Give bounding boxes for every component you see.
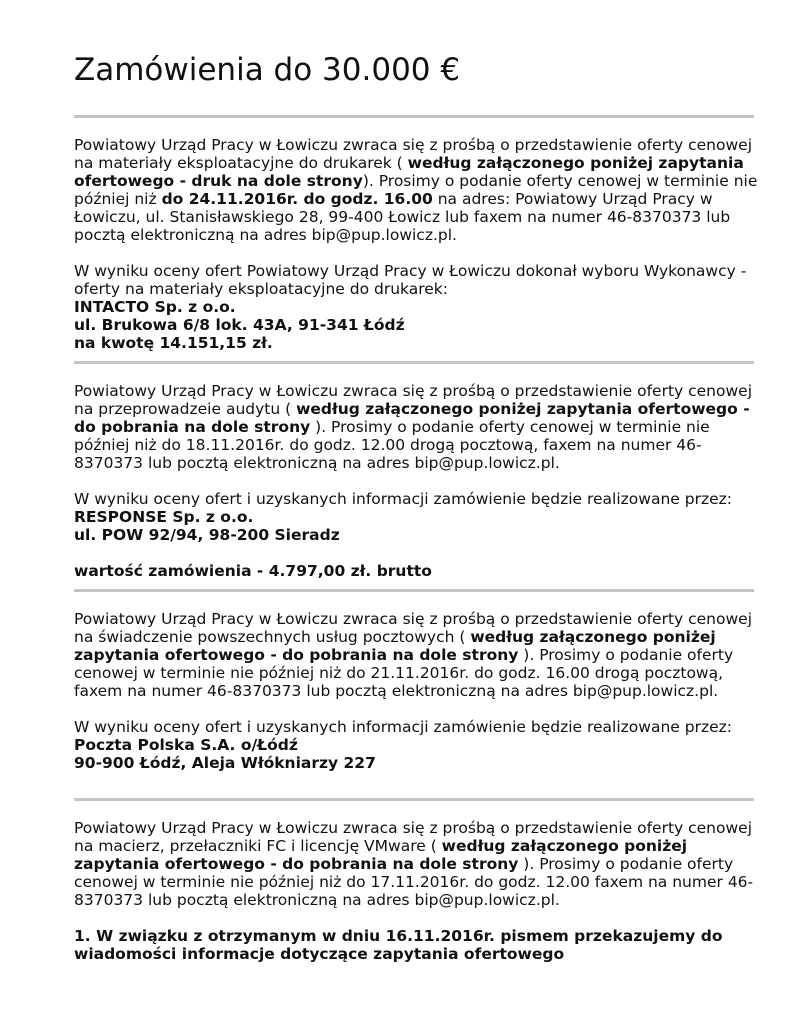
winner-name: RESPONSE Sp. z o.o.: [74, 508, 254, 526]
winner-amount: na kwotę 14.151,15 zł.: [74, 334, 273, 352]
winner-address: ul. Brukowa 6/8 lok. 43A, 91-341 Łódź: [74, 316, 405, 334]
attachment-note: według załączonego poniżej zapytania ofertowego - do pobrania na dole strony: [74, 837, 688, 873]
winner-name: Poczta Polska S.A. o/Łódź: [74, 736, 298, 754]
procurement-printer-supplies: [74, 136, 764, 352]
divider: [74, 798, 754, 801]
order-value: wartość zamówienia - 4.797,00 zł. brutto: [74, 562, 432, 580]
procurement-storage-vmware: [74, 819, 764, 963]
winner-address: ul. POW 92/94, 98-200 Sieradz: [74, 526, 340, 544]
attachment-note: według załączonego poniżej zapytania ofertowego - do pobrania na dole strony: [74, 400, 750, 436]
attachment-note: według załączonego poniżej zapytania ofertowego - do pobrania na dole strony: [74, 628, 716, 664]
procurement-postal-services: [74, 610, 764, 772]
notice: 1. W związku z otrzymanym w dniu 16.11.2016r. pismem przekazujemy do wiadomości informacje dotyczące zapytania ofertowego: [74, 927, 723, 963]
request-text: Powiatowy Urząd Pracy w Łowiczu zwraca się z prośbą o przedstawienie oferty cenowej na przeprowadzeie audytu ( według załączonego poniżej zapytania ofertowego - do pobrania na dole strony ). Prosimy o podanie oferty cenowej w terminie nie później niż do 18.11.2016r. do godz. 12.00 drogą pocztową, faxem na numer 46-8370373 lub pocztą elektroniczną na adres bip@pup.lowicz.pl.: [74, 382, 753, 472]
procurement-audit: [74, 382, 764, 580]
attachment-note: według załączonego poniżej zapytania ofertowego - druk na dole strony: [74, 154, 744, 190]
divider: [74, 361, 754, 364]
divider: [74, 589, 754, 592]
result-intro: W wyniku oceny ofert i uzyskanych informacji zamówienie będzie realizowane przez:: [74, 718, 732, 736]
request-text: Powiatowy Urząd Pracy w Łowiczu zwraca się z prośbą o przedstawienie oferty cenowej na świadczenie powszechnych usług pocztowych ( według załączonego poniżej zapytania ofertowego - do pobrania na dole strony ). Prosimy o podanie oferty cenowej w terminie nie później niż do 21.11.2016r. do godz. 16.00 drogą pocztową, faxem na numer 46-8370373 lub pocztą elektroniczną na adres bip@pup.lowicz.pl.: [74, 610, 753, 700]
winner-address: 90-900 Łódź, Aleja Włókniarzy 227: [74, 754, 376, 772]
result-intro: W wyniku oceny ofert Powiatowy Urząd Pracy w Łowiczu dokonał wyboru Wykonawcy - oferty na materiały eksploatacyjne do drukarek:: [74, 262, 747, 298]
page-title: Zamówienia do 30.000 €: [74, 52, 461, 88]
result-intro: W wyniku oceny ofert i uzyskanych informacji zamówienie będzie realizowane przez:: [74, 490, 732, 508]
divider: [74, 115, 754, 118]
winner-name: INTACTO Sp. z o.o.: [74, 298, 236, 316]
deadline: do 24.11.2016r. do godz. 16.00: [161, 190, 433, 208]
request-text: Powiatowy Urząd Pracy w Łowiczu zwraca się z prośbą o przedstawienie oferty cenowej na materiały eksploatacyjne do drukarek ( według załączonego poniżej zapytania ofertowego - druk na dole strony). Prosimy o podanie oferty cenowej w terminie nie później niż do 24.11.2016r. do godz. 16.00 na adres: Powiatowy Urząd Pracy w Łowiczu, ul. Stanisławskiego 28, 99-400 Łowicz lub faxem na numer 46-8370373 lub pocztą elektroniczną na adres bip@pup.lowicz.pl.: [74, 136, 758, 244]
request-text: Powiatowy Urząd Pracy w Łowiczu zwraca się z prośbą o przedstawienie oferty cenowej na macierz, przełaczniki FC i licencję VMware ( według załączonego poniżej zapytania ofertowego - do pobrania na dole strony ). Prosimy o podanie oferty cenowej w terminie nie później niż do 17.11.2016r. do godz. 12.00 faxem na numer 46-8370373 lub pocztą elektroniczną na adres bip@pup.lowicz.pl.: [74, 819, 754, 909]
